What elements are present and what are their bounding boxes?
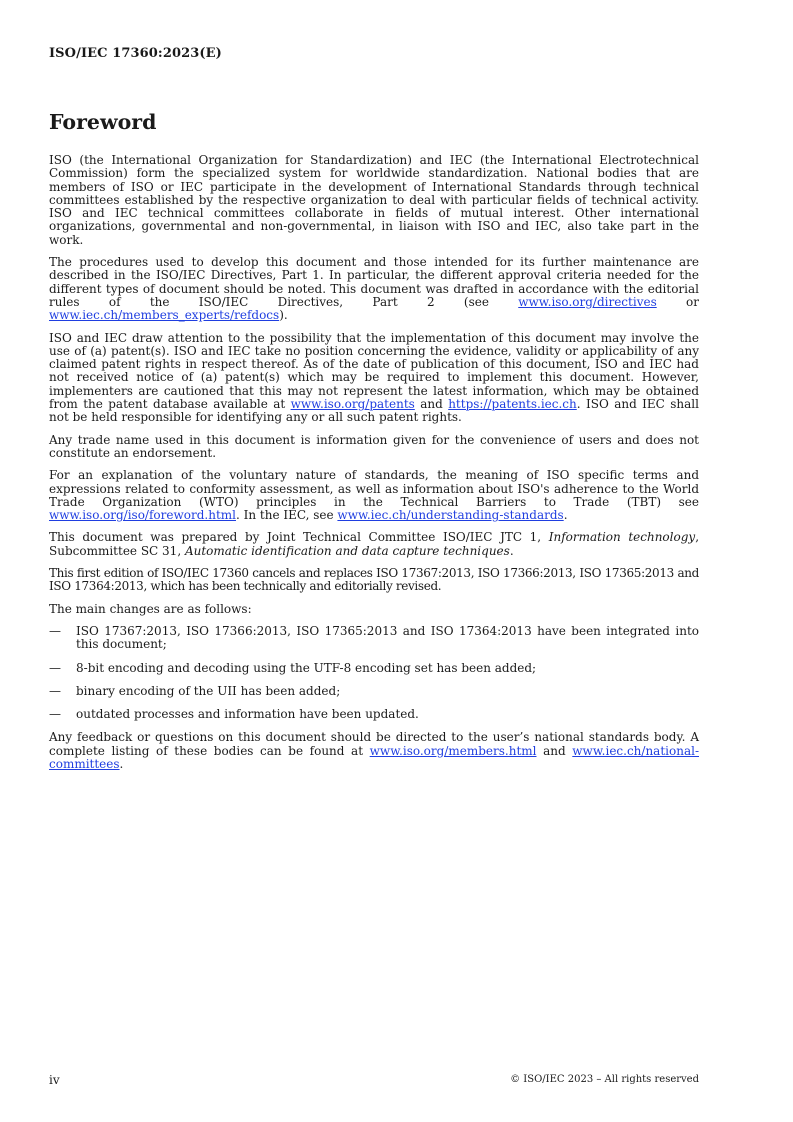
- iso-foreword-link[interactable]: www.iso.org/iso/foreword.html: [49, 508, 236, 523]
- list-item-text: outdated processes and information have been updated.: [76, 707, 419, 722]
- paragraph-9-end: .: [119, 756, 124, 771]
- foreword-body: [49, 154, 699, 780]
- paragraph-6-text: This document was prepared by Joint Technical Committee ISO/IEC JTC 1,: [49, 530, 549, 545]
- list-item: [49, 625, 699, 652]
- changes-list: [49, 625, 699, 721]
- paragraph-2-mid: or: [656, 294, 699, 309]
- paragraph-6-mid: , Subcommittee SC 31,: [49, 530, 700, 558]
- paragraph-9-text: Any feedback or questions on this document should be directed to the user’s national standards body. A complete listing of these bodies can be found at: [49, 730, 699, 758]
- paragraph-5: [49, 469, 699, 522]
- dash-bullet: —: [49, 660, 61, 675]
- paragraph-5-end: .: [563, 508, 568, 523]
- paragraph-5-mid: . In the IEC, see: [235, 508, 338, 523]
- paragraph-5-text: For an explanation of the voluntary nature of standards, the meaning of ISO specific terms and expressions related to conformity assessment, as well as information about ISO's adherence to the World Trade Organization (WTO) principles in the Technical Barriers to Trade (TBT) see: [49, 468, 699, 509]
- paragraph-3-end: . ISO and IEC shall not be held responsible for identifying any or all such patent rights.: [49, 397, 699, 425]
- section-title: Foreword: [49, 110, 157, 134]
- dash-bullet: —: [49, 707, 61, 722]
- page-number: iv: [49, 1073, 60, 1087]
- dash-bullet: —: [49, 623, 61, 638]
- paragraph-6-end: .: [509, 543, 514, 558]
- document-header: ISO/IEC 17360:2023(E): [49, 46, 222, 61]
- iec-patents-link[interactable]: https://patents.iec.ch: [448, 397, 577, 412]
- paragraph-3-text: ISO and IEC draw attention to the possibility that the implementation of this document may involve the use of (a) patent(s). ISO and IEC take no position concerning the evidence, validity or applicability of any claimed patent rights in respect thereof. As of the date of publication of this document, ISO and IEC had not received notice of (a) patent(s) which may be required to implement this document. However, implementers are cautioned that this may not represent the latest information, which may be obtained from the patent database available at: [49, 330, 699, 412]
- iec-understanding-standards-link[interactable]: www.iec.ch/understanding-standards: [337, 508, 564, 523]
- iec-refdocs-link[interactable]: www.iec.ch/members_experts/refdocs: [49, 308, 280, 323]
- dash-bullet: —: [49, 683, 61, 698]
- paragraph-9: [49, 731, 699, 771]
- paragraph-6: [49, 531, 699, 558]
- iso-members-link[interactable]: www.iso.org/members.html: [369, 743, 537, 758]
- iec-national-committees-link[interactable]: www.iec.ch/national-committees: [49, 743, 699, 771]
- list-item-text: binary encoding of the UII has been added;: [76, 683, 341, 698]
- paragraph-1: ISO (the International Organization for Standardization) and IEC (the International Electrotechnical Commission) form the specialized system for worldwide standardization. National bodies that are members of ISO or IEC participate in the development of International Standards through technical committees established by the respective organization to deal with particular fields of technical activity. ISO and IEC technical committees collaborate in fields of mutual interest. Other international organizations, governmental and non-governmental, in liaison with ISO and IEC, also take part in the work.: [49, 153, 699, 247]
- paragraph-7: This first edition of ISO/IEC 17360 cancels and replaces ISO 17367:2013, ISO 17366:2013, ISO 17365:2013 and ISO 17364:2013, which has been technically and editorially revised.: [49, 566, 699, 594]
- paragraph-2-text: The procedures used to develop this document and those intended for its further maintenance are described in the ISO/IEC Directives, Part 1. In particular, the different approval criteria needed for the different types of document should be noted. This document was drafted in accordance with the editorial rules of the ISO/IEC Directives, Part 2 (see: [49, 255, 699, 309]
- paragraph-9-mid: and: [536, 743, 573, 758]
- paragraph-2-end: ).: [279, 308, 288, 323]
- committee-title: Information technology: [548, 530, 696, 545]
- list-item: [49, 685, 699, 698]
- iso-patents-link[interactable]: www.iso.org/patents: [290, 397, 415, 412]
- list-item: [49, 662, 699, 675]
- paragraph-3: [49, 332, 699, 425]
- iso-directives-link[interactable]: www.iso.org/directives: [518, 294, 657, 309]
- list-item: [49, 708, 699, 721]
- subcommittee-title: Automatic identification and data capture techniques: [184, 543, 510, 558]
- copyright-notice: © ISO/IEC 2023 – All rights reserved: [510, 1074, 699, 1085]
- paragraph-8: The main changes are as follows:: [49, 601, 252, 616]
- paragraph-4: Any trade name used in this document is information given for the convenience of users and does not constitute an endorsement.: [49, 432, 699, 460]
- list-item-text: 8-bit encoding and decoding using the UTF-8 encoding set has been added;: [76, 660, 537, 675]
- list-item-text: ISO 17367:2013, ISO 17366:2013, ISO 17365:2013 and ISO 17364:2013 have been integrated into this document;: [76, 623, 699, 652]
- paragraph-3-mid: and: [414, 397, 449, 412]
- paragraph-2: [49, 256, 699, 322]
